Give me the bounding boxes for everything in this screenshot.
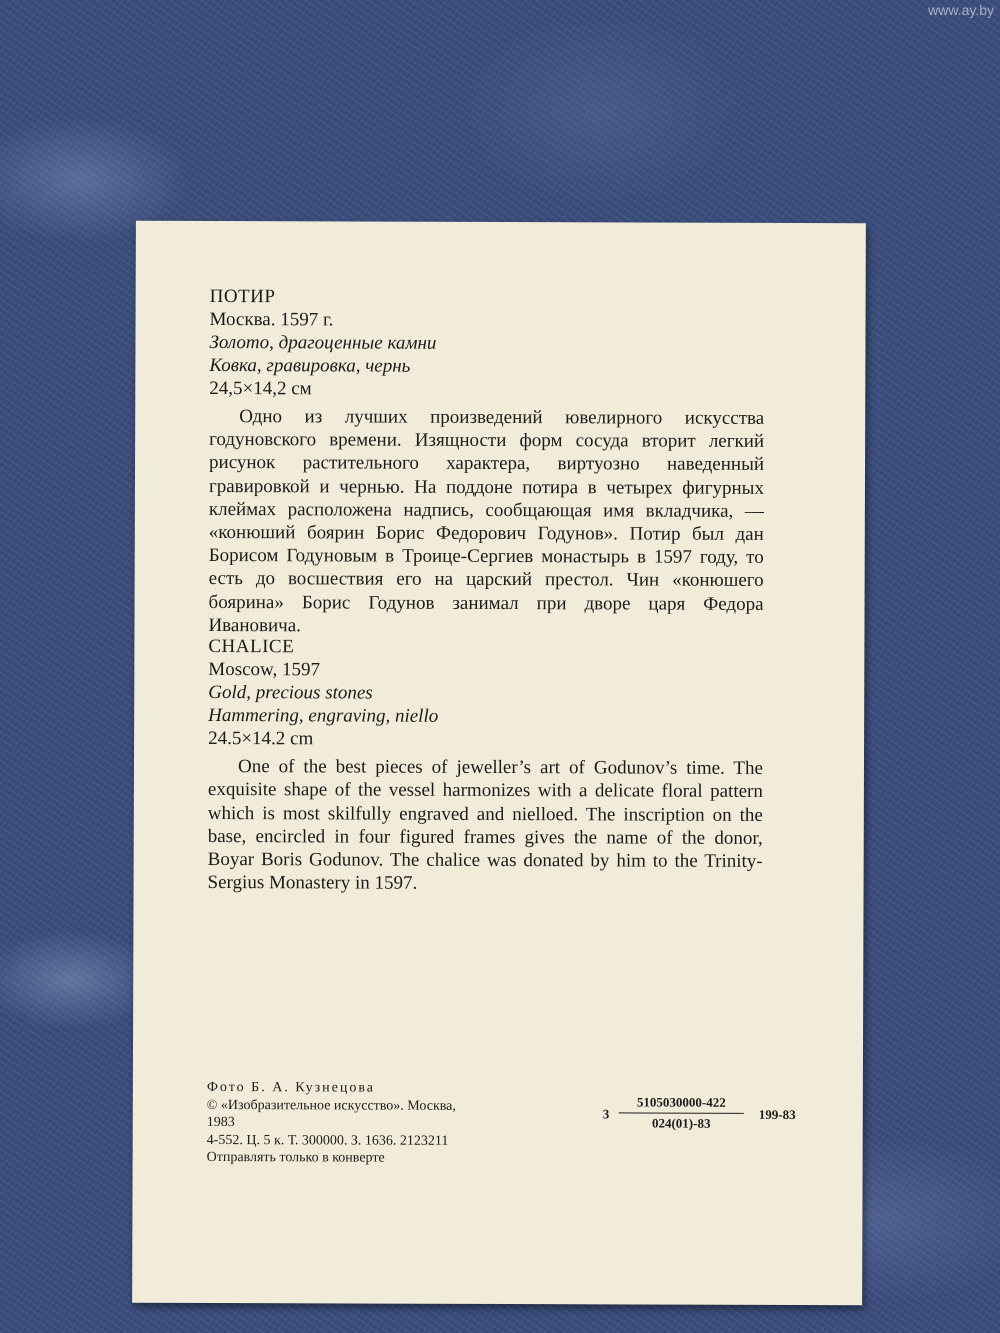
ru-size: 24,5×14,2 см [209, 377, 312, 400]
en-title: CHALICE [208, 635, 295, 658]
en-description: One of the best pieces of jeweller’s art of Godunov’s time. The exquisite shape of the vessel harmonizes with a delicate floral pattern which is most skilfully engraved and nielloed. The inscription on the base, encircled in four figured frames gives the name of the donor, Boyar Boris Godunov. The chalice was donated by him to the Trinity-Sergius Monastery in 1597. [207, 756, 764, 895]
en-header [208, 635, 808, 752]
photo-credit: Фото Б. А. Кузнецова [206, 1079, 376, 1096]
ru-material: Золото, драгоценные камни [209, 331, 437, 354]
code-prefix: 3 [602, 1106, 610, 1122]
postcard-back [132, 221, 866, 1306]
imprint [207, 1079, 477, 1167]
ru-description: Одно из лучших произведений ювелирного искусства годуновского времени. Изящности форм сосуда вторит легкий рисунок растительного характера, виртуозно наведенный гравировкой и чернью. На поддоне потира в четырех фигурных клеймах расположена надпись, сообщающая имя вкладчика, — «конюший боярин Борис Федорович Годунов». Потир был дан Борисом Годуновым в Троице-Сергиев монастырь в 1597 году, то есть до восшествия его на царский престол. Чин «конюшего боярина» Борис Годунов занимал при дворе царя Федора Ивановича. [208, 406, 765, 637]
en-size: 24.5×14.2 cm [208, 727, 314, 750]
publisher-line: © «Изобразительное искусство». Москва, 1983 [206, 1097, 456, 1131]
ru-technique: Ковка, гравировка, чернь [209, 354, 411, 377]
print-info: 4-552. Ц. 5 к. Т. 300000. З. 1636. 2123211 [206, 1132, 449, 1149]
code-suffix: 199-83 [758, 1106, 796, 1123]
en-technique: Hammering, engraving, niello [208, 704, 439, 727]
ru-title: ПОТИР [209, 285, 276, 308]
code-numerator: 5105030000-422 [619, 1094, 744, 1113]
en-material: Gold, precious stones [208, 681, 373, 704]
code-denominator: 024(01)-83 [651, 1115, 711, 1131]
en-place-date: Moscow, 1597 [208, 658, 321, 681]
watermark-text: www.ay.by [928, 2, 994, 18]
ru-place-date: Москва. 1597 г. [209, 308, 334, 331]
mailing-note: Отправлять только в конверте [206, 1149, 385, 1166]
ru-header [209, 285, 809, 402]
code-fraction [619, 1094, 744, 1131]
